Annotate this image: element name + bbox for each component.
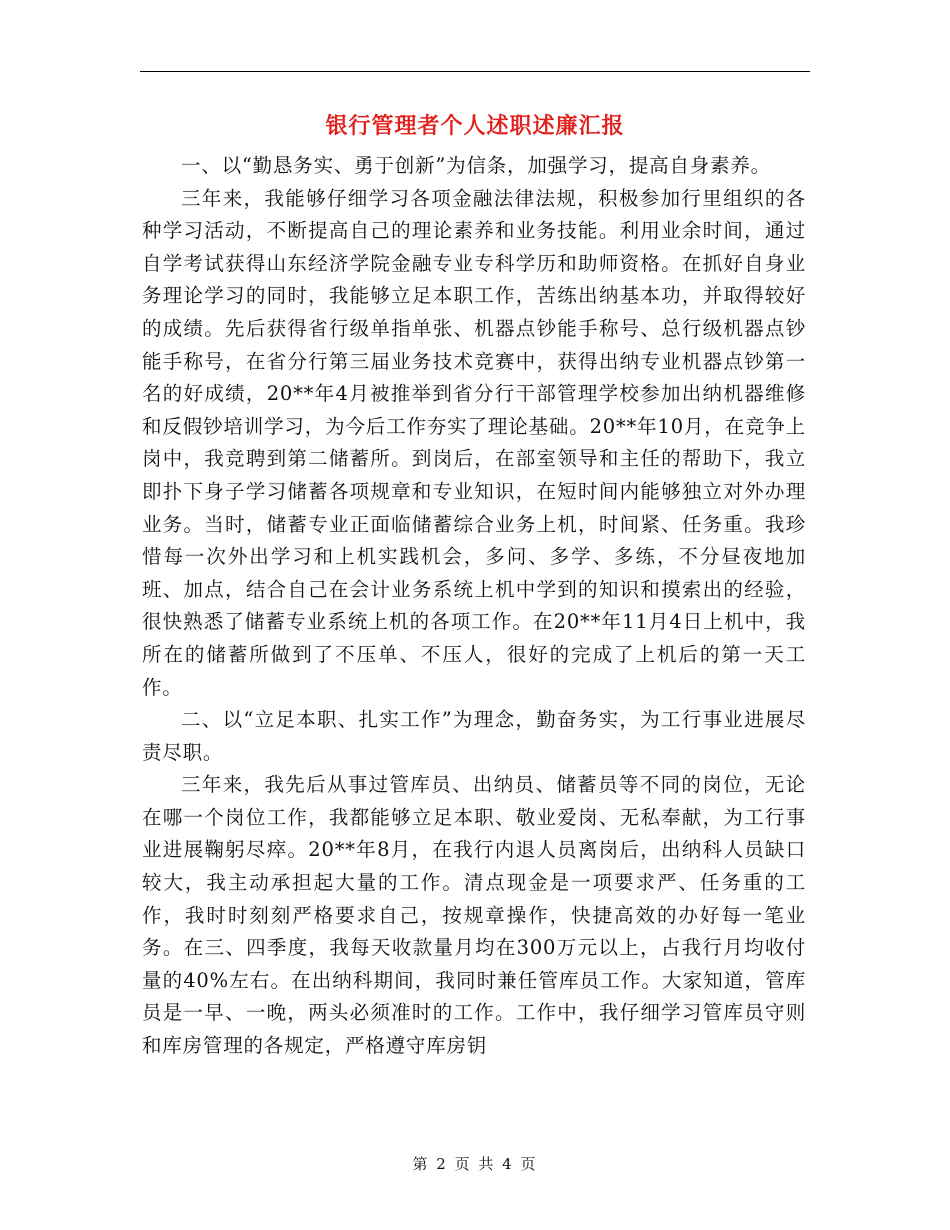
document-body (142, 150, 806, 1063)
document-title: 银行管理者个人述职述廉汇报 (325, 113, 625, 139)
header-rule (140, 71, 810, 72)
page-footer: 第 2 页 共 4 页 (412, 1155, 538, 1173)
body-paragraph-2: 三年来，我先后从事过管库员、出纳员、储蓄员等不同的岗位，无论在哪一个岗位工作，我都能够立足本职、敬业爱岗、无私奉献，为工行事业进展鞠躬尽瘁。20**年8月，在我行内退人员离岗后，出纳科人员缺口较大，我主动承担起大量的工作。清点现金是一项要求严、任务重的工作，我时时刻刻严格要求自己，按规章操作，快捷高效的办好每一笔业务。在三、四季度，我每天收款量月均在300万元以上，占我行月均收付量的40%左右。在出纳科期间，我同时兼任管库员工作。大家知道，管库员是一早、一晚，两头必须准时的工作。工作中，我仔细学习管库员守则和库房管理的各规定，严格遵守库房钥 (142, 773, 806, 1058)
section-heading-1: 一、以“勤恳务实、勇于创新”为信条，加强学习，提高自身素养。 (181, 154, 771, 177)
section-heading-2: 二、以“立足本职、扎实工作”为理念，勤奋务实，为工行事业进展尽责尽职。 (142, 708, 806, 764)
body-paragraph-1: 三年来，我能够仔细学习各项金融法律法规，积极参加行里组织的各种学习活动，不断提高自己的理论素养和业务技能。利用业余时间，通过自学考试获得山东经济学院金融专业专科学历和助师资格。在抓好自身业务理论学习的同时，我能够立足本职工作，苦练出纳基本功，并取得较好的成绩。先后获得省行级单指单张、机器点钞能手称号、总行级机器点钞能手称号，在省分行第三届业务技术竞赛中，获得出纳专业机器点钞第一名的好成绩，20**年4月被推举到省分行干部管理学校参加出纳机器维修和反假钞培训学习，为今后工作夯实了理论基础。20**年10月，在竞争上岗中，我竞聘到第二储蓄所。到岗后，在部室领导和主任的帮助下，我立即扑下身子学习储蓄各项规章和专业知识，在短时间内能够独立对外办理业务。当时，储蓄专业正面临储蓄综合业务上机，时间紧、任务重。我珍惜每一次外出学习和上机实践机会，多问、多学、多练，不分昼夜地加班、加点，结合自己在会计业务系统上机中学到的知识和摸索出的经验，很快熟悉了储蓄专业系统上机的各项工作。在20**年11月4日上机中，我所在的储蓄所做到了不压单、不压人，很好的完成了上机后的第一天工作。 (142, 186, 806, 699)
